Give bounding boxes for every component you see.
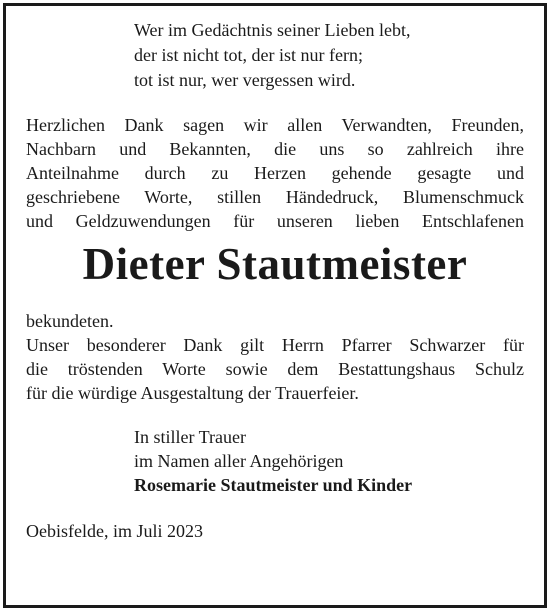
thanks-line: Herzlichen Dank sagen wir allen Verwandten, Freunden,	[26, 115, 524, 135]
thanks-paragraph	[26, 113, 524, 233]
signature-line: im Namen aller Angehörigen	[134, 451, 344, 471]
deceased-name: Dieter Stautmeister	[82, 239, 468, 289]
closing-paragraph	[26, 309, 524, 405]
family-name: Rosemarie Stautmeister und Kinder	[134, 475, 413, 495]
obituary-notice	[26, 18, 524, 543]
closing-line: für die würdige Ausgestaltung der Trauerfeier.	[26, 383, 359, 403]
poem-line: Wer im Gedächtnis seiner Lieben lebt,	[134, 20, 411, 40]
place-date: Oebisfelde, im Juli 2023	[26, 521, 203, 541]
signature-block	[134, 425, 524, 497]
thanks-line: und Geldzuwendungen für unseren lieben Entschlafenen	[26, 211, 524, 231]
thanks-line: Anteilnahme durch zu Herzen gehende gesagte und	[26, 163, 524, 183]
memorial-poem	[134, 18, 524, 93]
poem-line: der ist nicht tot, der ist nur fern;	[134, 45, 363, 65]
poem-line: tot ist nur, wer vergessen wird.	[134, 70, 356, 90]
closing-line: bekundeten.	[26, 311, 114, 331]
closing-line: die tröstenden Worte sowie dem Bestattungshaus Schulz	[26, 359, 524, 379]
thanks-line: geschriebene Worte, stillen Händedruck, Blumenschmuck	[26, 187, 524, 207]
closing-line: Unser besonderer Dank gilt Herrn Pfarrer Schwarzer für	[26, 335, 524, 355]
thanks-line: Nachbarn und Bekannten, die uns so zahlreich ihre	[26, 139, 524, 159]
signature-line: In stiller Trauer	[134, 427, 246, 447]
